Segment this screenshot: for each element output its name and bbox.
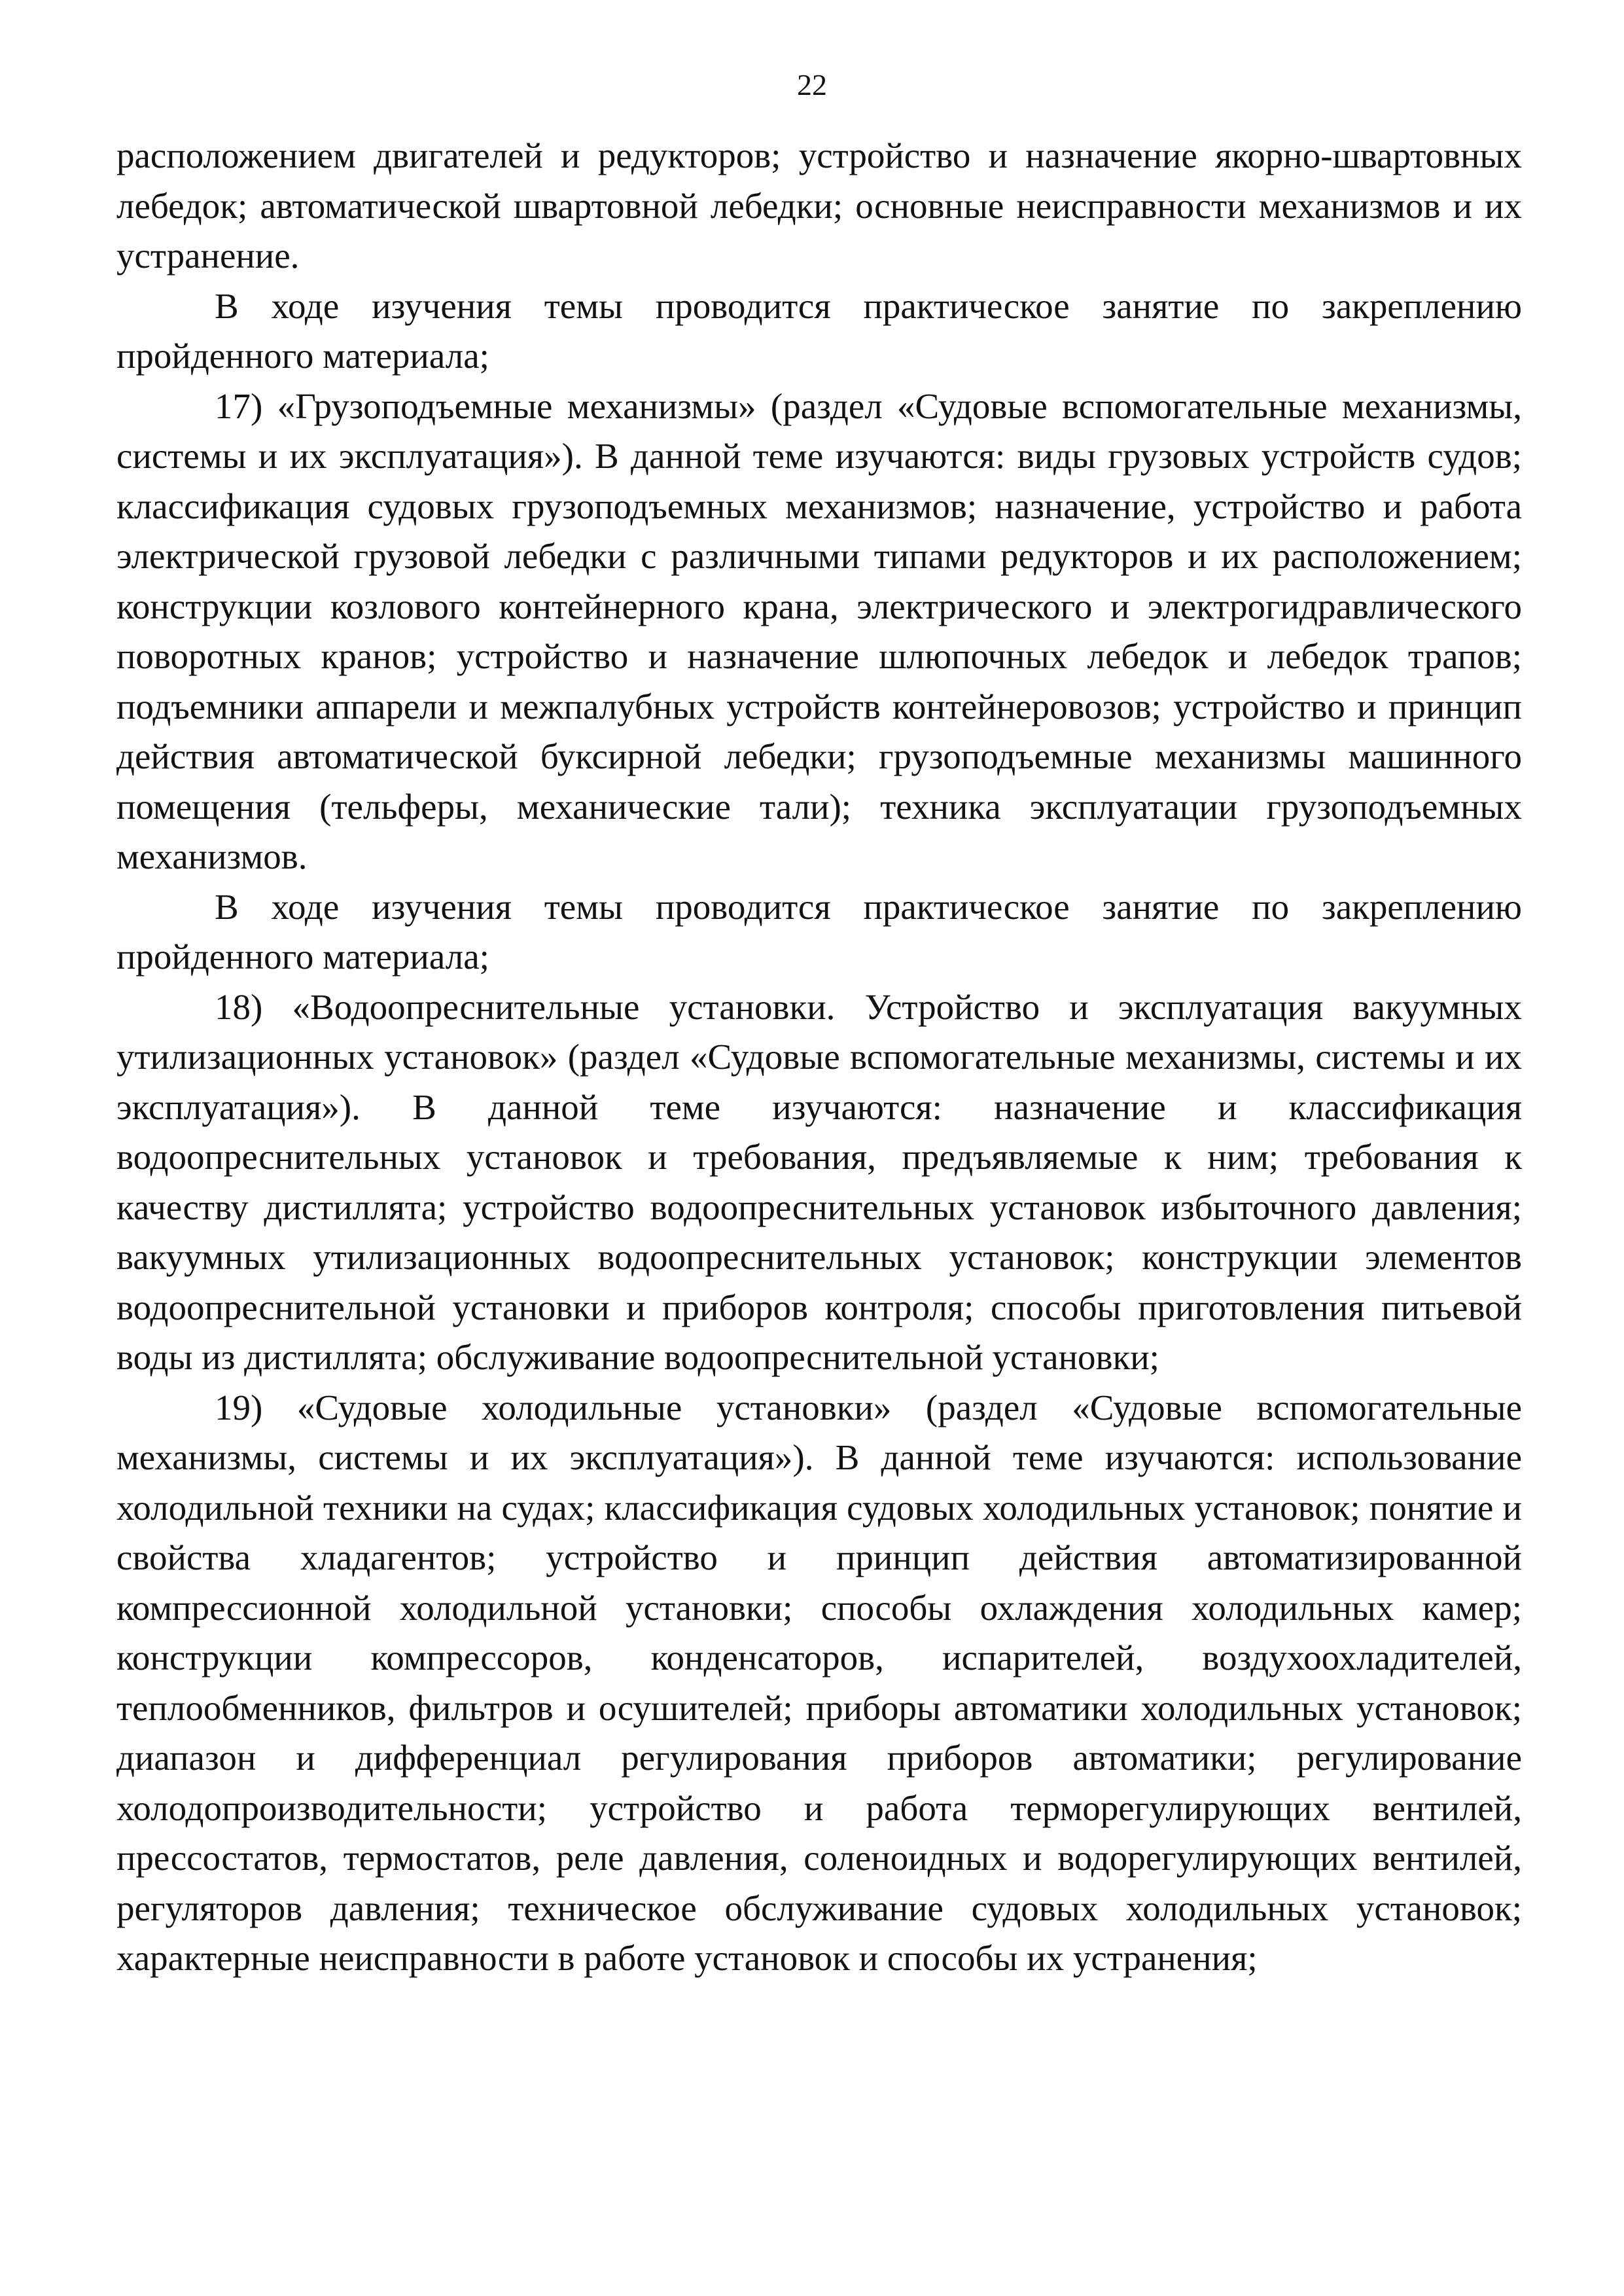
document-body (116, 131, 1522, 1984)
paragraph-practical-session-1: В ходе изучения темы проводится практическое занятие по закреплению пройденного материала; (116, 285, 1522, 376)
paragraph-topic-17: 17) «Грузоподъемные механизмы» (раздел «Судовые вспомогательные механизмы, системы и их эксплуатация»). В данной теме изучаются: виды грузовых устройств судов; классификация судовых грузоподъемных механизмов; назначение, устройство и работа электрической грузовой лебедки с различными типами редукторов и их расположением; конструкции козлового контейнерного крана, электрического и электрогидравлического поворотных кранов; устройство и назначение шлюпочных лебедок и лебедок трапов; подъемники аппарели и межпалубных устройств контейнеровозов; устройство и принцип действия автоматической буксирной лебедки; грузоподъемные механизмы машинного помещения (тельферы, механические тали); техника эксплуатации грузоподъемных механизмов. (116, 386, 1522, 876)
paragraph-topic-19: 19) «Судовые холодильные установки» (раздел «Судовые вспомогательные механизмы, системы и их эксплуатация»). В данной теме изучаются: использование холодильной техники на судах; классификация судовых холодильных установок; понятие и свойства хладагентов; устройство и принцип действия автоматизированной компрессионной холодильной установки; способы охлаждения холодильных камер; конструкции компрессоров, конденсаторов, испарителей, воздухоохладителей, теплообменников, фильтров и осушителей; приборы автоматики холодильных установок; диапазон и дифференциал регулирования приборов автоматики; регулирование холодопроизводительности; устройство и работа терморегулирующих вентилей, прессостатов, термостатов, реле давления, соленоидных и водорегулирующих вентилей, регуляторов давления; техническое обслуживание судовых холодильных установок; характерные неисправности в работе установок и способы их устранения; (116, 1387, 1522, 1978)
page-number: 22 (797, 68, 827, 101)
paragraph-practical-session-2: В ходе изучения темы проводится практическое занятие по закреплению пройденного материала; (116, 886, 1522, 977)
paragraph-continuation: расположением двигателей и редукторов; устройство и назначение якорно-швартовных лебедок; автоматической швартовной лебедки; основные неисправности механизмов и их устранение. (116, 135, 1522, 276)
paragraph-topic-18: 18) «Водоопреснительные установки. Устройство и эксплуатация вакуумных утилизационных установок» (раздел «Судовые вспомогательные механизмы, системы и их эксплуатация»). В данной теме изучаются: назначение и классификация водоопреснительных установок и требования, предъявляемые к ним; требования к качеству дистиллята; устройство водоопреснительных установок избыточного давления; вакуумных утилизационных водоопреснительных установок; конструкции элементов водоопреснительной установки и приборов контроля; способы приготовления питьевой воды из дистиллята; обслуживание водоопреснительной установки; (116, 986, 1522, 1377)
